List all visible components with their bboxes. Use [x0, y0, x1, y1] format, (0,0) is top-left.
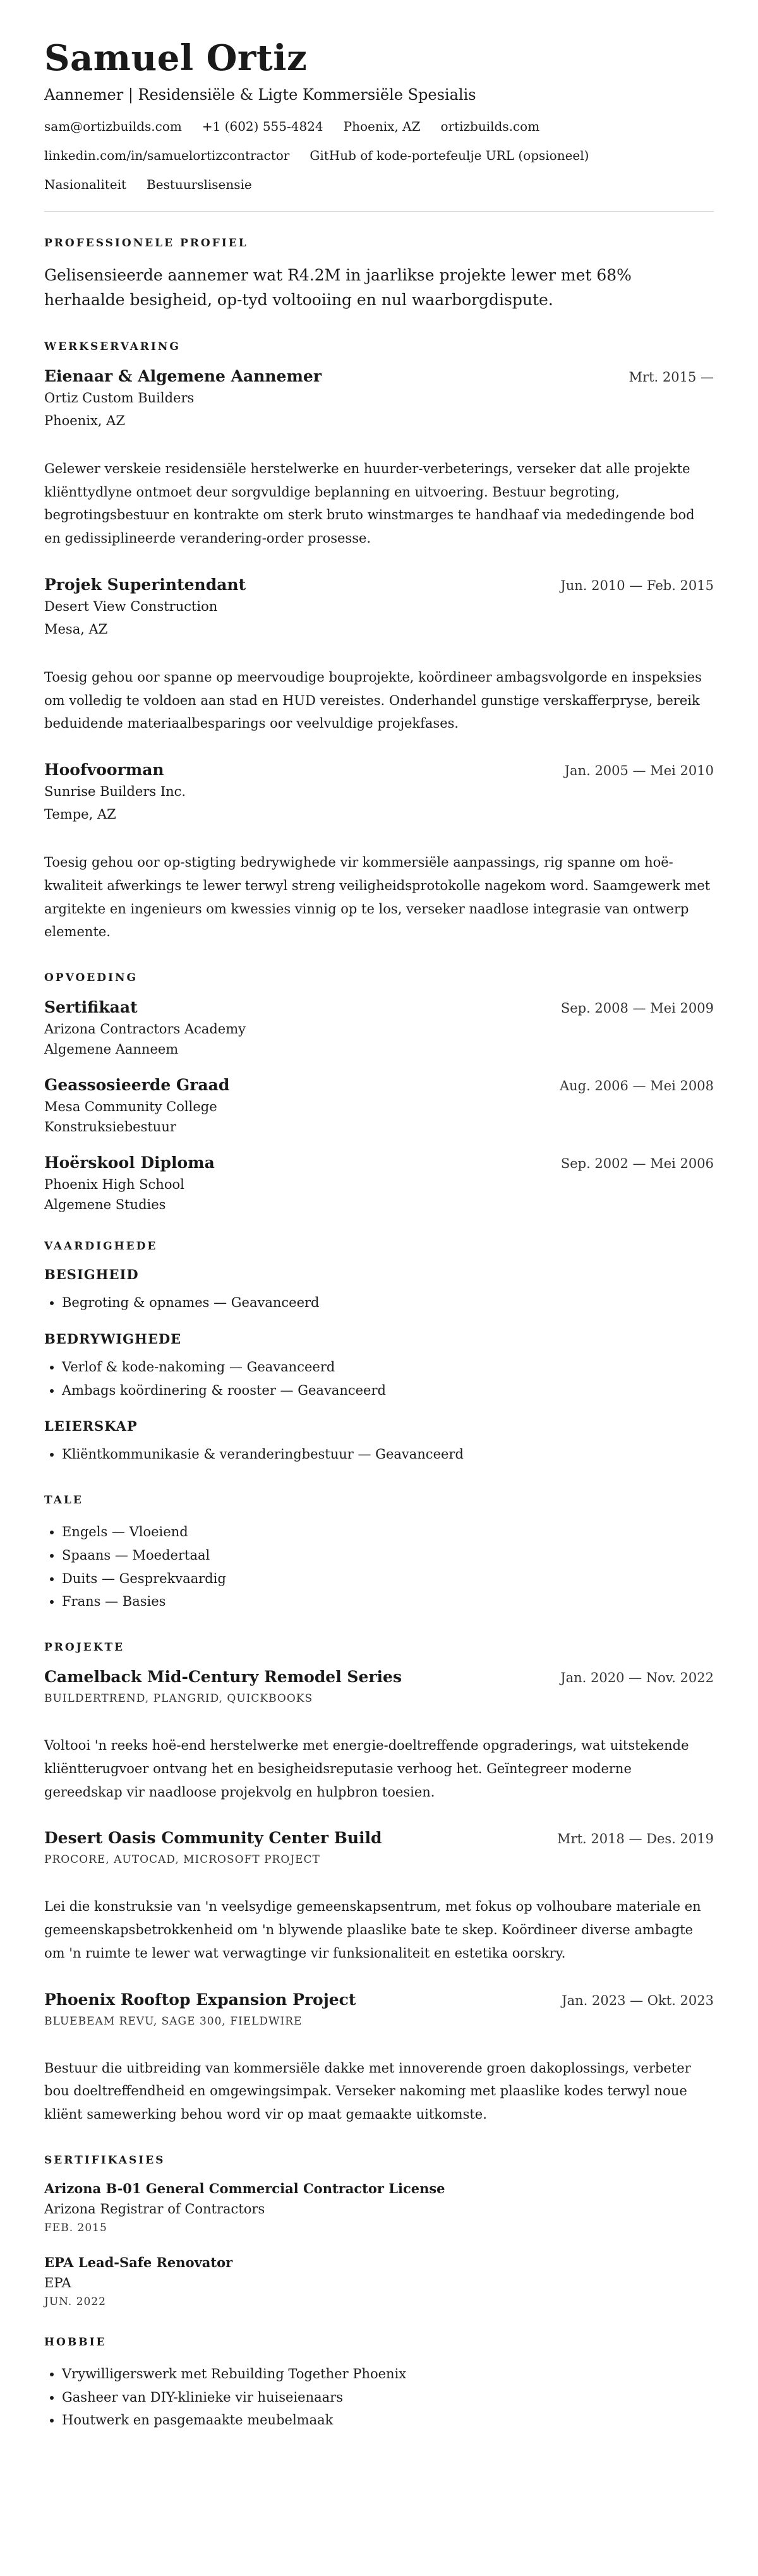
field-of-study: Algemene Studies	[44, 1197, 166, 1213]
job-title: Eienaar & Algemene Aannemer	[44, 366, 322, 385]
project-dates: Jan. 2023 — Okt. 2023	[562, 1992, 714, 2008]
certification-entry	[44, 2254, 714, 2308]
education-entry	[44, 998, 714, 1057]
hobby-item: • Houtwerk en pasgemaakte meubelmaak	[62, 2409, 714, 2432]
job-dates: Jan. 2005 — Mei 2010	[564, 763, 714, 779]
experience-entry	[44, 575, 714, 735]
section-title-certifications: SERTIFIKASIES	[44, 2153, 165, 2167]
project-description: Lei die konstruksie van 'n veelsydige gemeenskapsentrum, met fokus op volhoubare materiale en gemeenskapsbetrokkenheid om 'n blywende plaaslike bate te skep. Koördineer diverse ambagte om 'n ruimte te lewer wat verwagtinge vir funksionaliteit en estetika oorskry.	[44, 1899, 701, 1961]
candidate-headline: Aannemer | Residensiële & Ligte Kommersiële Spesialis	[44, 86, 476, 104]
contact-row-secondary	[44, 148, 714, 163]
section-title-skills: VAARDIGHEDE	[44, 1240, 158, 1253]
project-name: Desert Oasis Community Center Build	[44, 1829, 382, 1848]
experience-entry	[44, 367, 714, 550]
skill-item: • Begroting & opnames — Geavanceerd	[62, 1291, 714, 1315]
job-location: Phoenix, AZ	[44, 412, 125, 428]
phone-number[interactable]: +1 (602) 555-4824	[202, 119, 323, 135]
job-dates: Mrt. 2015 —	[629, 369, 714, 385]
skill-group-title: LEIERSKAP	[44, 1418, 138, 1435]
projects-section	[44, 1641, 714, 2126]
location: Phoenix, AZ	[343, 119, 421, 135]
company-name: Sunrise Builders Inc.	[44, 784, 186, 800]
project-description: Voltooi 'n reeks hoë-end herstelwerke met energie-doeltreffende opgraderings, wat uitstekende kliëntterugvoer ontvang het en besigheidsreputasie verhoog het. Geïntegreer moderne gereedskap vir naadloose projekvolg en hulpbron toesien.	[44, 1738, 689, 1800]
school-name: Arizona Contractors Academy	[44, 1021, 246, 1037]
section-title-languages: TALE	[44, 1494, 83, 1507]
company-name: Ortiz Custom Builders	[44, 390, 195, 406]
education-entry	[44, 1153, 714, 1212]
project-tools: BLUEBEAM REVU, SAGE 300, FIELDWIRE	[44, 2014, 303, 2028]
company-name: Desert View Construction	[44, 598, 218, 614]
profile-summary: Gelisensieerde aannemer wat R4.2M in jaarlikse projekte lewer met 68% herhaalde besigheid, op-tyd voltooiing en nul waarborgdispute.	[44, 266, 632, 310]
project-name: Phoenix Rooftop Expansion Project	[44, 1990, 356, 2009]
candidate-name: Samuel Ortiz	[44, 37, 308, 79]
section-title-hobbies: HOBBIE	[44, 2335, 107, 2349]
certifications-section	[44, 2154, 714, 2308]
certification-date: FEB. 2015	[44, 2221, 107, 2234]
certification-issuer: EPA	[44, 2275, 71, 2290]
skill-item: • Ambags koördinering & rooster — Geavanceerd	[62, 1379, 714, 1402]
portfolio-link[interactable]: GitHub of kode-portefeulje URL (opsioneel)	[310, 148, 589, 164]
school-name: Mesa Community College	[44, 1099, 217, 1115]
degree-name: Sertifikaat	[44, 998, 138, 1017]
certification-entry	[44, 2181, 714, 2234]
contact-row-primary	[44, 119, 714, 134]
certification-issuer: Arizona Registrar of Contractors	[44, 2201, 265, 2217]
certification-name: EPA Lead-Safe Renovator	[44, 2254, 233, 2270]
skills-section	[44, 1240, 714, 1466]
education-dates: Sep. 2002 — Mei 2006	[560, 1156, 714, 1172]
section-title-profile: PROFESSIONELE PROFIEL	[44, 237, 248, 250]
education-entry	[44, 1076, 714, 1135]
job-description: Toesig gehou oor spanne op meervoudige bouprojekte, koördineer ambagsvolgorde en inspeksies om volledig te voldoen aan stad en HUD vereistes. Onderhandel gunstige verskafferpryse, bereik beduidende materiaalbesparings oor veelvuldige projekfases.	[44, 669, 702, 731]
job-title: Hoofvoorman	[44, 761, 164, 779]
website-link[interactable]: ortizbuilds.com	[440, 119, 540, 135]
skill-item: • Verlof & kode-nakoming — Geavanceerd	[62, 1356, 714, 1379]
job-description: Gelewer verskeie residensiële herstelwerke en huurder-verbeterings, verseker dat alle projekte kliënttydlyne ontmoet deur sorgvuldige beplanning en uitvoering. Bestuur begroting, begrotingsbestuur en kontrakte om sterk bruto winstmarges te handhaaf via mededingende bod en gedissiplineerde verandering-order prosesse.	[44, 460, 695, 546]
languages-section	[44, 1494, 714, 1613]
section-title-education: OPVOEDING	[44, 972, 138, 985]
degree-name: Geassosieerde Graad	[44, 1076, 230, 1095]
project-entry	[44, 1668, 714, 1803]
education-dates: Sep. 2008 — Mei 2009	[560, 1001, 714, 1016]
project-entry	[44, 1990, 714, 2126]
drivers-license-field: Bestuurslisensie	[147, 177, 252, 193]
hobbies-section	[44, 2336, 714, 2432]
skill-group-title: BEDRYWIGHEDE	[44, 1330, 182, 1347]
education-dates: Aug. 2006 — Mei 2008	[559, 1078, 714, 1094]
section-title-projects: PROJEKTE	[44, 1641, 125, 1654]
language-item: • Spaans — Moedertaal	[62, 1544, 714, 1567]
job-title: Projek Superintendant	[44, 575, 246, 594]
project-tools: PROCORE, AUTOCAD, MICROSOFT PROJECT	[44, 1853, 320, 1867]
resume-header	[44, 38, 714, 192]
skill-group	[44, 1331, 714, 1402]
job-location: Mesa, AZ	[44, 621, 108, 637]
job-description: Toesig gehou oor op-stigting bedrywighede vir kommersiële aanpassings, rig spanne om hoë-kwaliteit afwerkings te lewer terwyl streng veiligheidsprotokolle nagekom word. Saamgewerk met argitekte en ingenieurs om kwessies vinnig op te los, verseker naadlose integrasie van ontwerp elemente.	[44, 855, 711, 940]
section-title-experience: WERKSERVARING	[44, 340, 181, 353]
linkedin-link[interactable]: linkedin.com/in/samuelortizcontractor	[44, 148, 290, 164]
contact-row-extra	[44, 177, 714, 192]
hobby-item: • Vrywilligerswerk met Rebuilding Together Phoenix	[62, 2362, 714, 2386]
job-location: Tempe, AZ	[44, 807, 116, 822]
language-item: • Duits — Gesprekvaardig	[62, 1567, 714, 1591]
education-section	[44, 972, 714, 1212]
experience-section	[44, 340, 714, 944]
language-item: • Frans — Basies	[62, 1590, 714, 1613]
job-dates: Jun. 2010 — Feb. 2015	[560, 577, 714, 593]
project-name: Camelback Mid-Century Remodel Series	[44, 1668, 402, 1687]
field-of-study: Konstruksiebestuur	[44, 1119, 176, 1135]
experience-entry	[44, 761, 714, 944]
degree-name: Hoërskool Diploma	[44, 1153, 215, 1172]
field-of-study: Algemene Aanneem	[44, 1042, 179, 1057]
nationality-field: Nasionaliteit	[44, 177, 127, 193]
project-tools: BUILDERTREND, PLANGRID, QUICKBOOKS	[44, 1692, 313, 1706]
profile-section	[44, 237, 714, 313]
project-description: Bestuur die uitbreiding van kommersiële dakke met innoverende groen dakoplossings, verbeter bou doeltreffendheid en omgewingsimpak. Verseker nakoming met plaaslike kodes terwyl noue kliënt samewerking behou word vir op maat gemaakte uitkomste.	[44, 2060, 691, 2122]
email-link[interactable]: sam@ortizbuilds.com	[44, 119, 182, 135]
school-name: Phoenix High School	[44, 1177, 184, 1193]
skill-group	[44, 1267, 714, 1315]
project-dates: Jan. 2020 — Nov. 2022	[560, 1670, 714, 1686]
skill-group-title: BESIGHEID	[44, 1267, 139, 1283]
language-item: • Engels — Vloeiend	[62, 1520, 714, 1544]
certification-date: JUN. 2022	[44, 2295, 107, 2308]
skill-group	[44, 1418, 714, 1466]
skill-item: • Kliëntkommunikasie & veranderingbestuur — Geavanceerd	[62, 1443, 714, 1466]
certification-name: Arizona B-01 General Commercial Contractor License	[44, 2180, 445, 2196]
project-entry	[44, 1829, 714, 1965]
header-divider	[44, 211, 714, 212]
hobby-item: • Gasheer van DIY-klinieke vir huiseienaars	[62, 2386, 714, 2409]
project-dates: Mrt. 2018 — Des. 2019	[557, 1831, 714, 1847]
